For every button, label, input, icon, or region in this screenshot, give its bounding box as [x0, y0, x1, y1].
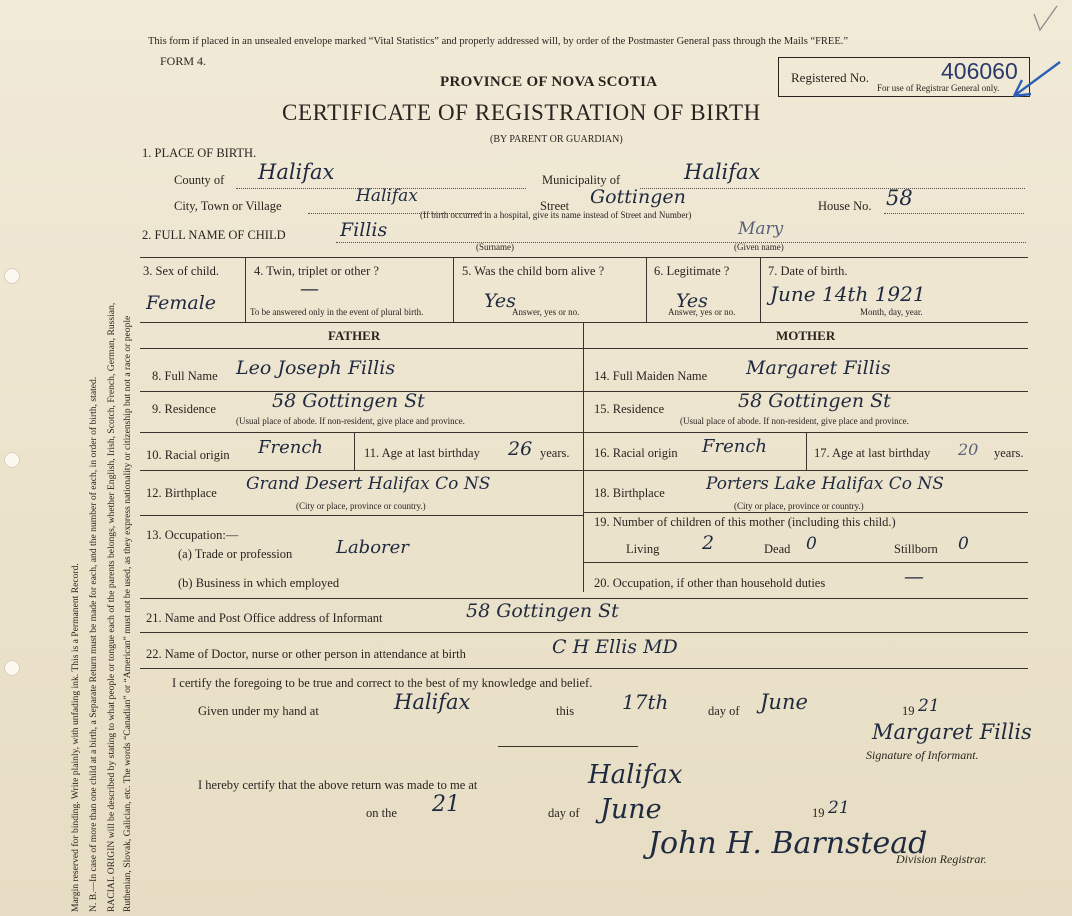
- province-heading: PROVINCE OF NOVA SCOTIA: [440, 74, 658, 90]
- binding-holes: [0, 0, 20, 916]
- mother-name-value: Margaret Fillis: [746, 357, 891, 379]
- given-name-caption: (Given name): [734, 242, 784, 252]
- dead-label: Dead: [764, 542, 791, 556]
- divider-4-5: [453, 257, 454, 322]
- legitimate-value: Yes: [676, 290, 708, 312]
- sex-label: 3. Sex of child.: [143, 264, 220, 278]
- house-no-value: 58: [886, 186, 913, 210]
- divider-6-7: [760, 257, 761, 322]
- mother-residence-note: (Usual place of abode. If non-resident, give place and province.: [680, 416, 909, 426]
- father-occupation-label: 13. Occupation:—: [146, 528, 239, 542]
- father-residence-value: 58 Gottingen St: [272, 390, 425, 412]
- twin-label: 4. Twin, triplet or other ?: [254, 264, 379, 278]
- child-given-name-value: Mary: [738, 219, 784, 239]
- year-prefix: 19: [902, 704, 915, 718]
- mother-residence-label: 15. Residence: [594, 402, 665, 416]
- rule-parents-header: [140, 348, 1028, 349]
- rule-father-9: [140, 432, 583, 433]
- mother-race-label: 16. Racial origin: [594, 446, 678, 460]
- father-trade-label: (a) Trade or profession: [178, 547, 293, 561]
- mother-occupation-label: 20. Occupation, if other than household duties: [594, 576, 826, 590]
- father-name-value: Leo Joseph Fillis: [236, 357, 396, 379]
- mother-name-label: 14. Full Maiden Name: [594, 369, 708, 383]
- registrar-caption: Division Registrar.: [896, 852, 987, 866]
- rule-bottom-row: [140, 322, 1028, 323]
- divider-16-17: [806, 432, 807, 470]
- legitimate-label: 6. Legitimate ?: [654, 264, 730, 278]
- father-residence-note: (Usual place of abode. If non-resident, give place and province.: [236, 416, 465, 426]
- twin-value: —: [300, 278, 319, 300]
- street-value: Gottingen: [590, 186, 686, 208]
- county-value: Halifax: [258, 160, 335, 184]
- registrar-year-value: 21: [828, 798, 850, 818]
- city-value: Halifax: [356, 186, 418, 206]
- rule-mother-16: [583, 470, 1028, 471]
- legitimate-note: Answer, yes or no.: [668, 307, 736, 317]
- living-label: Living: [626, 542, 660, 556]
- rule-doctor: [140, 668, 1028, 669]
- date-of-birth-value: June 14th 1921: [770, 282, 926, 306]
- stillborn-value: 0: [958, 534, 969, 554]
- registrar-signature: John H. Barnstead: [648, 826, 928, 861]
- mother-children-label: 19. Number of children of this mother (including this child.): [594, 515, 896, 529]
- mother-birthplace-value: Porters Lake Halifax Co NS: [706, 474, 944, 494]
- informant-signature-caption: Signature of Informant.: [866, 748, 979, 762]
- father-name-label: 8. Full Name: [152, 369, 218, 383]
- given-under-label: Given under my hand at: [198, 704, 319, 718]
- date-of-birth-label: 7. Date of birth.: [768, 264, 848, 278]
- margin-note-nb: N. B.—In case of more than one child at a birth, a Separate Return must be made for each, and the number of each, in order of birth, stated.: [88, 376, 99, 912]
- born-alive-value: Yes: [484, 290, 516, 312]
- registrar-statement: I hereby certify that the above return was made to me at: [198, 778, 478, 792]
- registrar-place-value: Halifax: [588, 760, 683, 790]
- registrar-year-prefix: 19: [812, 806, 825, 820]
- mother-residence-value: 58 Gottingen St: [738, 390, 891, 412]
- registered-number-box: [778, 57, 1030, 97]
- father-birthplace-value: Grand Desert Halifax Co NS: [246, 474, 491, 494]
- page-title: CERTIFICATE OF REGISTRATION OF BIRTH: [282, 100, 761, 125]
- margin-note-racial-origin-cont: Ruthenian, Slovak, Galician, etc. The words “Canadian” or “American” must not be used, as they express nationality or citizenship but not a race or people: [122, 315, 133, 912]
- father-race-value: French: [258, 437, 324, 458]
- informant-address-label: 21. Name and Post Office address of Informant: [146, 611, 383, 625]
- street-label: Street: [540, 199, 570, 213]
- hospital-note: (If birth occurred in a hospital, give its name instead of Street and Number): [420, 210, 692, 220]
- divider-3-4: [245, 257, 246, 322]
- mother-age-label: 17. Age at last birthday: [814, 446, 931, 460]
- child-surname-value: Fillis: [340, 219, 388, 241]
- mother-birthplace-note: (City or place, province or country.): [734, 501, 864, 511]
- page-subtitle: (BY PARENT OR GUARDIAN): [490, 134, 623, 145]
- born-alive-label: 5. Was the child born alive ?: [462, 264, 605, 278]
- punch-hole: [4, 268, 20, 284]
- mother-occupation-value: —: [904, 564, 924, 588]
- rule-mother-18: [583, 512, 1028, 513]
- parents-divider: [583, 322, 584, 592]
- sex-value: Female: [146, 292, 217, 314]
- registered-number: 406060: [941, 58, 1018, 84]
- margin-note-binding: Margin reserved for binding. Write plainly, with unfading ink. This is a Permanent Record.: [70, 563, 81, 912]
- father-birthplace-note: (City or place, province or country.): [296, 501, 426, 511]
- father-business-label: (b) Business in which employed: [178, 576, 340, 590]
- rule-top-row: [140, 257, 1028, 258]
- living-value: 2: [702, 532, 715, 554]
- father-trade-value: Laborer: [336, 537, 409, 558]
- municipality-label: Municipality of: [542, 173, 621, 187]
- form-number: FORM 4.: [160, 54, 207, 68]
- child-name-line: [336, 242, 1026, 243]
- on-the-label: on the: [366, 806, 397, 820]
- father-residence-label: 9. Residence: [152, 402, 216, 416]
- father-age-unit: years.: [540, 446, 570, 460]
- punch-hole: [4, 452, 20, 468]
- checkmark-icon: [1030, 4, 1060, 34]
- punch-hole: [4, 660, 20, 676]
- rule-father-12: [140, 515, 583, 516]
- place-of-birth-heading: 1. PLACE OF BIRTH.: [142, 146, 257, 160]
- divider-10-11: [354, 432, 355, 470]
- father-age-label: 11. Age at last birthday: [364, 446, 480, 460]
- date-of-birth-note: Month, day, year.: [860, 307, 923, 317]
- informant-address-value: 58 Gottingen St: [466, 600, 619, 622]
- registrar-day-of-label: day of: [548, 806, 580, 820]
- registered-label: Registered No.: [791, 70, 869, 85]
- father-heading: FATHER: [328, 328, 381, 343]
- rule-signature: [498, 746, 638, 747]
- child-name-label: 2. FULL NAME OF CHILD: [142, 228, 286, 242]
- county-label: County of: [174, 173, 225, 187]
- blue-arrow-icon: [998, 56, 1064, 106]
- mother-age-unit: years.: [994, 446, 1024, 460]
- month-value: June: [760, 690, 808, 714]
- rule-informant: [140, 598, 1028, 599]
- margin-note-racial-origin: RACIAL ORIGIN will be described by stating to what people or tongue each of the parents belongs, whether English, Irish, Scotch, French, German, Russian,: [106, 302, 117, 912]
- registrar-use-note: For use of Registrar General only.: [877, 83, 1000, 93]
- house-no-line: [884, 213, 1024, 214]
- municipality-value: Halifax: [684, 160, 761, 184]
- stillborn-label: Stillborn: [894, 542, 938, 556]
- doctor-value: C H Ellis MD: [552, 636, 678, 658]
- mother-race-value: French: [702, 436, 768, 457]
- mother-birthplace-label: 18. Birthplace: [594, 486, 665, 500]
- mother-age-value: 20: [958, 440, 979, 459]
- rule-informant-2: [140, 632, 1028, 633]
- this-label: this: [556, 704, 575, 718]
- municipality-line: [640, 188, 1025, 189]
- day-of-label: day of: [708, 704, 740, 718]
- mother-heading: MOTHER: [776, 328, 836, 343]
- registrar-month-value: June: [600, 794, 662, 825]
- doctor-label: 22. Name of Doctor, nurse or other person in attendance at birth: [146, 647, 466, 661]
- divider-5-6: [646, 257, 647, 322]
- informant-signature: Margaret Fillis: [872, 720, 1032, 744]
- born-alive-note: Answer, yes or no.: [512, 307, 580, 317]
- given-place-value: Halifax: [394, 690, 471, 714]
- house-no-label: House No.: [818, 199, 872, 213]
- city-label: City, Town or Village: [174, 199, 282, 213]
- this-day-value: 17th: [622, 690, 669, 714]
- on-the-value: 21: [432, 792, 460, 817]
- twin-note: To be answered only in the event of plural birth.: [250, 307, 424, 317]
- surname-caption: (Surname): [476, 242, 514, 252]
- year-value: 21: [918, 696, 940, 716]
- father-race-label: 10. Racial origin: [146, 448, 230, 462]
- rule-mother-19: [583, 562, 1028, 563]
- father-age-value: 26: [508, 438, 533, 460]
- postal-notice: This form if placed in an unsealed envelope marked “Vital Statistics” and properly addressed will, by order of the Postmaster General pass through the Mails “FREE.”: [148, 36, 849, 47]
- father-birthplace-label: 12. Birthplace: [146, 486, 217, 500]
- certify-statement: I certify the foregoing to be true and correct to the best of my knowledge and belief.: [172, 676, 593, 690]
- dead-value: 0: [806, 534, 817, 554]
- rule-father-10: [140, 470, 583, 471]
